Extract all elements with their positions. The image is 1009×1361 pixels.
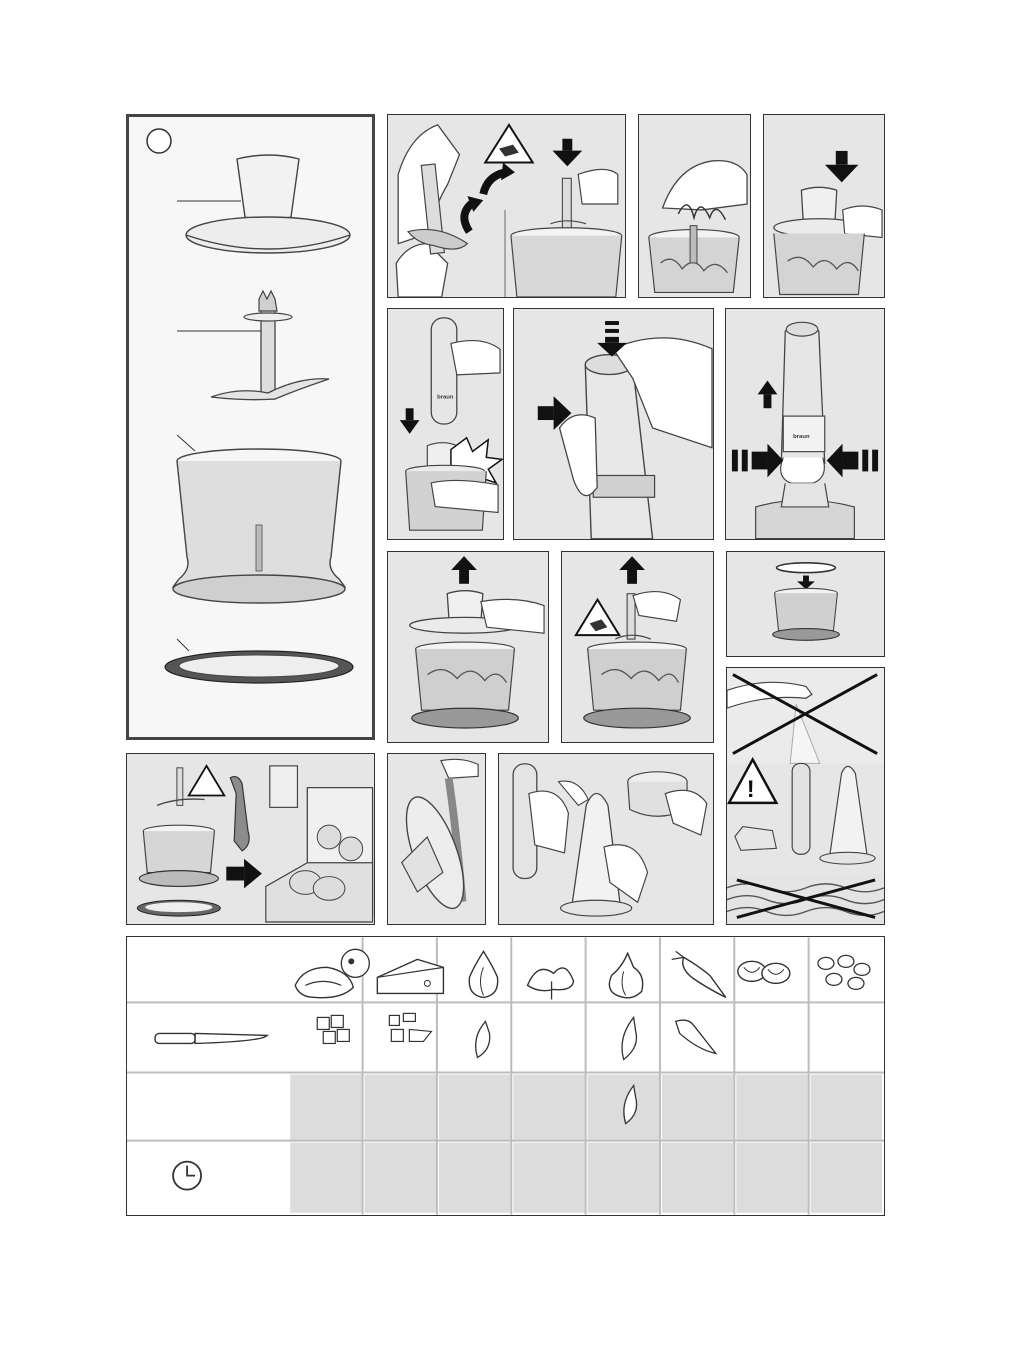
table-cell xyxy=(811,1074,882,1139)
step-store-lid-panel xyxy=(726,551,885,657)
table-cell xyxy=(662,1143,733,1213)
parts-illustration xyxy=(129,117,372,737)
step-remove-blade-panel xyxy=(561,551,714,743)
up-arrow xyxy=(627,570,637,584)
step-attach-lid-panel xyxy=(763,114,885,298)
parts-overview-panel xyxy=(126,114,375,740)
wipe-clean-panel xyxy=(498,753,714,925)
down-arrow xyxy=(562,139,572,151)
step-remove-lid-panel xyxy=(387,551,549,743)
table-cell xyxy=(662,1074,733,1139)
step-add-herbs-panel xyxy=(638,114,751,298)
table-cell xyxy=(290,1074,361,1139)
table-cell xyxy=(736,1074,807,1139)
dishwasher-panel xyxy=(126,753,375,925)
table-cell xyxy=(365,1143,436,1213)
warning-no-water-panel xyxy=(726,667,885,925)
table-cell xyxy=(439,1004,510,1071)
table-cell xyxy=(811,938,882,1001)
rinse-lid-panel xyxy=(387,753,486,925)
table-cell xyxy=(588,1074,659,1139)
top-press-arrow xyxy=(605,321,619,325)
table-cell xyxy=(439,1143,510,1213)
processing-table xyxy=(126,936,885,1216)
anti-slip-ring-illustration xyxy=(165,639,353,683)
table-cell xyxy=(588,1143,659,1213)
table-cell xyxy=(811,1143,882,1213)
up-arrow xyxy=(459,570,469,584)
cut-hazard-icon xyxy=(485,125,532,163)
up-arrow xyxy=(764,394,772,408)
cut-hazard-icon-3 xyxy=(189,766,225,796)
table-cell xyxy=(439,1074,510,1139)
table-cell xyxy=(736,1143,807,1213)
down-arrow xyxy=(406,408,414,420)
processing-table-grid xyxy=(127,937,884,1215)
panel-badge-circle xyxy=(147,129,171,153)
table-cell xyxy=(513,1143,584,1213)
down-arrow xyxy=(836,151,848,165)
arrow-right xyxy=(226,867,244,881)
table-cell xyxy=(811,1004,882,1071)
brand-label-2: braun xyxy=(793,433,810,440)
blade-illustration xyxy=(177,291,329,400)
step-detach-motor-panel xyxy=(725,308,885,540)
step-attach-motor-panel xyxy=(387,308,504,540)
table-cell xyxy=(736,1004,807,1071)
table-cell xyxy=(513,1074,584,1139)
down-arrow-small xyxy=(803,576,809,582)
brand-label: braun xyxy=(437,394,454,401)
step-assemble-blade-panel xyxy=(387,114,626,298)
step-press-button-panel xyxy=(513,308,714,540)
clock-icon xyxy=(173,1162,201,1190)
table-cell xyxy=(365,1074,436,1139)
knife-icon xyxy=(155,1033,267,1043)
table-cell xyxy=(513,1004,584,1071)
side-press-arrow xyxy=(538,406,554,420)
warning-symbol: ! xyxy=(746,776,755,803)
bowl-illustration xyxy=(173,435,345,603)
table-cell xyxy=(290,1143,361,1213)
lid-illustration xyxy=(177,155,350,253)
